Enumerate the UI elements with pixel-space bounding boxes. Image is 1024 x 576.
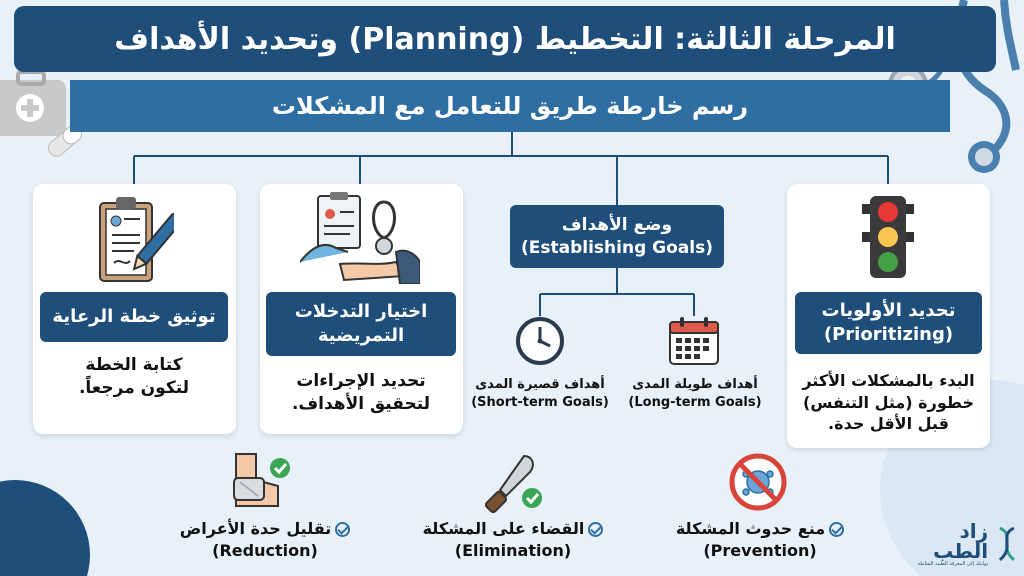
long-term-goals-ar: أهداف طويلة المدى (632, 377, 758, 392)
nurse-clipboard-icon (300, 192, 420, 284)
documentation-label (40, 292, 228, 342)
check-icon (829, 522, 844, 537)
long-term-goals (620, 376, 770, 412)
goals-label-ar: وضع الأهداف (561, 214, 673, 235)
clock-icon (515, 316, 565, 366)
prioritizing-description (790, 370, 987, 435)
description-line: كتابة الخطة (85, 355, 183, 375)
documentation-description (40, 354, 228, 400)
description-line: قبل الأقل حدة. (828, 414, 949, 434)
description-line: تحديد الإجراءات (296, 371, 426, 391)
reduction-label-en: (Reduction) (212, 540, 318, 560)
reduction-label-ar: تقليل حدة الأعراض (179, 519, 332, 538)
brand-logo (898, 518, 1022, 570)
traffic-light-icon (858, 194, 918, 284)
documentation-label-text: توثيق خطة الرعاية (52, 305, 216, 327)
logo-name: زاد الطب (933, 519, 989, 563)
short-term-goals-en: (Short-term Goals) (471, 395, 609, 411)
short-term-goals-ar: أهداف قصيرة المدى (475, 377, 605, 392)
description-line: لتكون مرجعاً. (78, 377, 190, 398)
prevention-icon (728, 452, 788, 512)
dna-icon (992, 526, 1022, 562)
description-line: لتحقيق الأهداف. (291, 393, 431, 414)
bandaged-arm-icon (226, 450, 296, 514)
logo-tagline: بوابتك إلى المعرفة الطبية الشاملة (917, 561, 989, 567)
elimination-label-ar: القضاء على المشكلة (422, 519, 585, 538)
outcome-elimination (408, 518, 618, 561)
long-term-goals-en: (Long-term Goals) (628, 395, 762, 411)
clipboard-pen-icon (94, 193, 174, 285)
short-term-goals (465, 376, 615, 412)
description-line: البدء بالمشكلات الأكثر (802, 371, 975, 390)
description-line: خطورة (مثل التنفس) (803, 392, 974, 412)
knife-icon (484, 452, 548, 514)
establishing-goals-label (510, 205, 724, 268)
prioritizing-label-en: (Prioritizing) (823, 324, 954, 345)
prevention-label-en: (Prevention) (703, 540, 817, 560)
check-icon (335, 522, 350, 537)
interventions-label-line: اختيار التدخلات (294, 300, 428, 322)
interventions-label (266, 292, 456, 356)
page-title: المرحلة الثالثة: التخطيط (Planning) وتحديد الأهداف (14, 6, 996, 72)
outcome-prevention (660, 518, 860, 561)
subtitle-banner: رسم خارطة طريق للتعامل مع المشكلات (70, 80, 950, 132)
check-icon (588, 522, 603, 537)
prioritizing-label (795, 292, 982, 354)
elimination-label-en: (Elimination) (454, 540, 572, 560)
goals-label-en: (Establishing Goals) (521, 237, 714, 258)
outcome-reduction (160, 518, 370, 561)
calendar-icon (668, 316, 720, 366)
interventions-label-line: التمريضية (317, 325, 405, 346)
interventions-description (266, 370, 456, 416)
prioritizing-label-ar: تحديد الأولويات (821, 299, 956, 321)
prevention-label-ar: منع حدوث المشكلة (675, 519, 826, 538)
